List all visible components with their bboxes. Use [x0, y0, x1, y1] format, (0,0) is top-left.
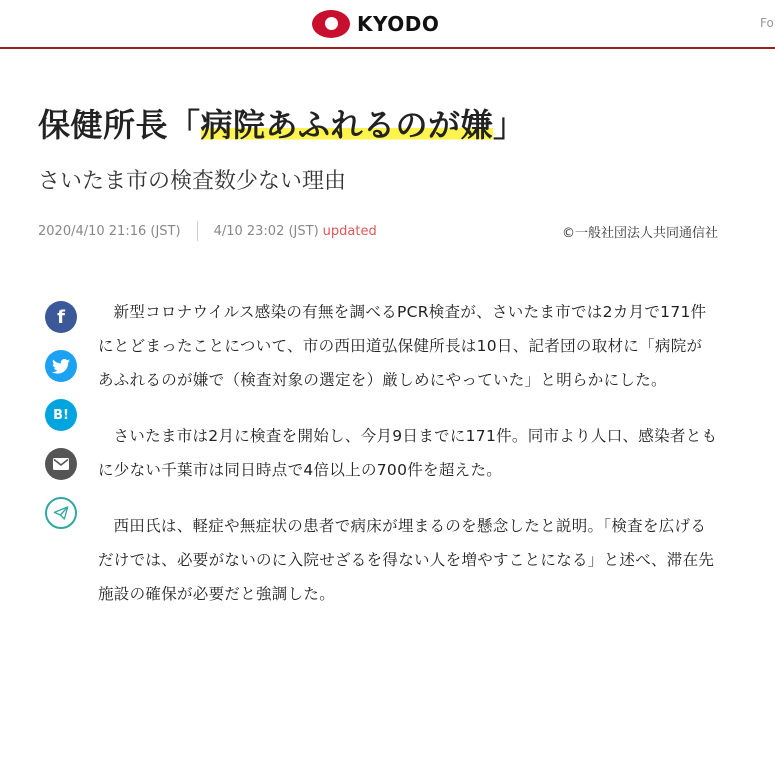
twitter-share-button[interactable]	[45, 350, 77, 382]
language-link[interactable]: Fo	[760, 16, 774, 30]
title-highlight: 病院あふれるのが嫌	[200, 106, 494, 144]
mail-share-button[interactable]	[45, 448, 77, 480]
kyodo-logo-icon	[312, 10, 350, 38]
updated-label: updated	[322, 223, 377, 239]
facebook-share-button[interactable]	[45, 301, 77, 333]
title-prefix: 保健所長「	[38, 106, 201, 144]
article-subtitle: さいたま市の検査数少ない理由	[38, 169, 347, 194]
article-title	[38, 100, 526, 146]
site-header	[0, 0, 775, 49]
hatena-icon: B!	[53, 407, 69, 423]
title-suffix: 」	[493, 106, 526, 144]
hatena-bookmark-button[interactable]	[45, 399, 77, 431]
article-meta	[38, 221, 718, 241]
copyright-notice: ©一般社団法人共同通信社	[561, 225, 718, 241]
meta-divider	[197, 221, 198, 241]
published-time: 2020/4/10 21:16 (JST)	[38, 223, 181, 239]
article-paragraph: 新型コロナウイルス感染の有無を調べるPCR検査が、さいたま市では2カ月で171件にとどまったことについて、市の西田道弘保健所長は10日、記者団の取材に「病院があふれるのが嫌で（検査対象の選定を）厳しめにやっていた」と明らかにした。	[98, 303, 707, 389]
article-paragraph: さいたま市は2月に検査を開始し、今月9日までに171件。同市より人口、感染者ともに少ない千葉市は同日時点で4倍以上の700件を超えた。	[98, 427, 718, 479]
updated-time: 4/10 23:02 (JST)	[213, 223, 319, 239]
kyodo-logo[interactable]	[312, 9, 439, 39]
telegram-share-button[interactable]	[45, 497, 77, 529]
article-paragraph: 西田氏は、軽症や無症状の患者で病床が埋まるのを懸念したと説明。「検査を広げるだけでは、必要がないのに入院せざるを得ない人を増やすことになる」と述べ、滞在先施設の確保が必要だと強調した。	[98, 517, 715, 603]
logo-text: KYODO	[357, 12, 440, 36]
twitter-icon	[52, 359, 70, 374]
article-body	[98, 295, 718, 633]
facebook-icon: f	[57, 306, 65, 328]
paper-plane-icon	[53, 505, 69, 521]
mail-icon	[53, 458, 69, 470]
share-buttons	[45, 301, 79, 546]
